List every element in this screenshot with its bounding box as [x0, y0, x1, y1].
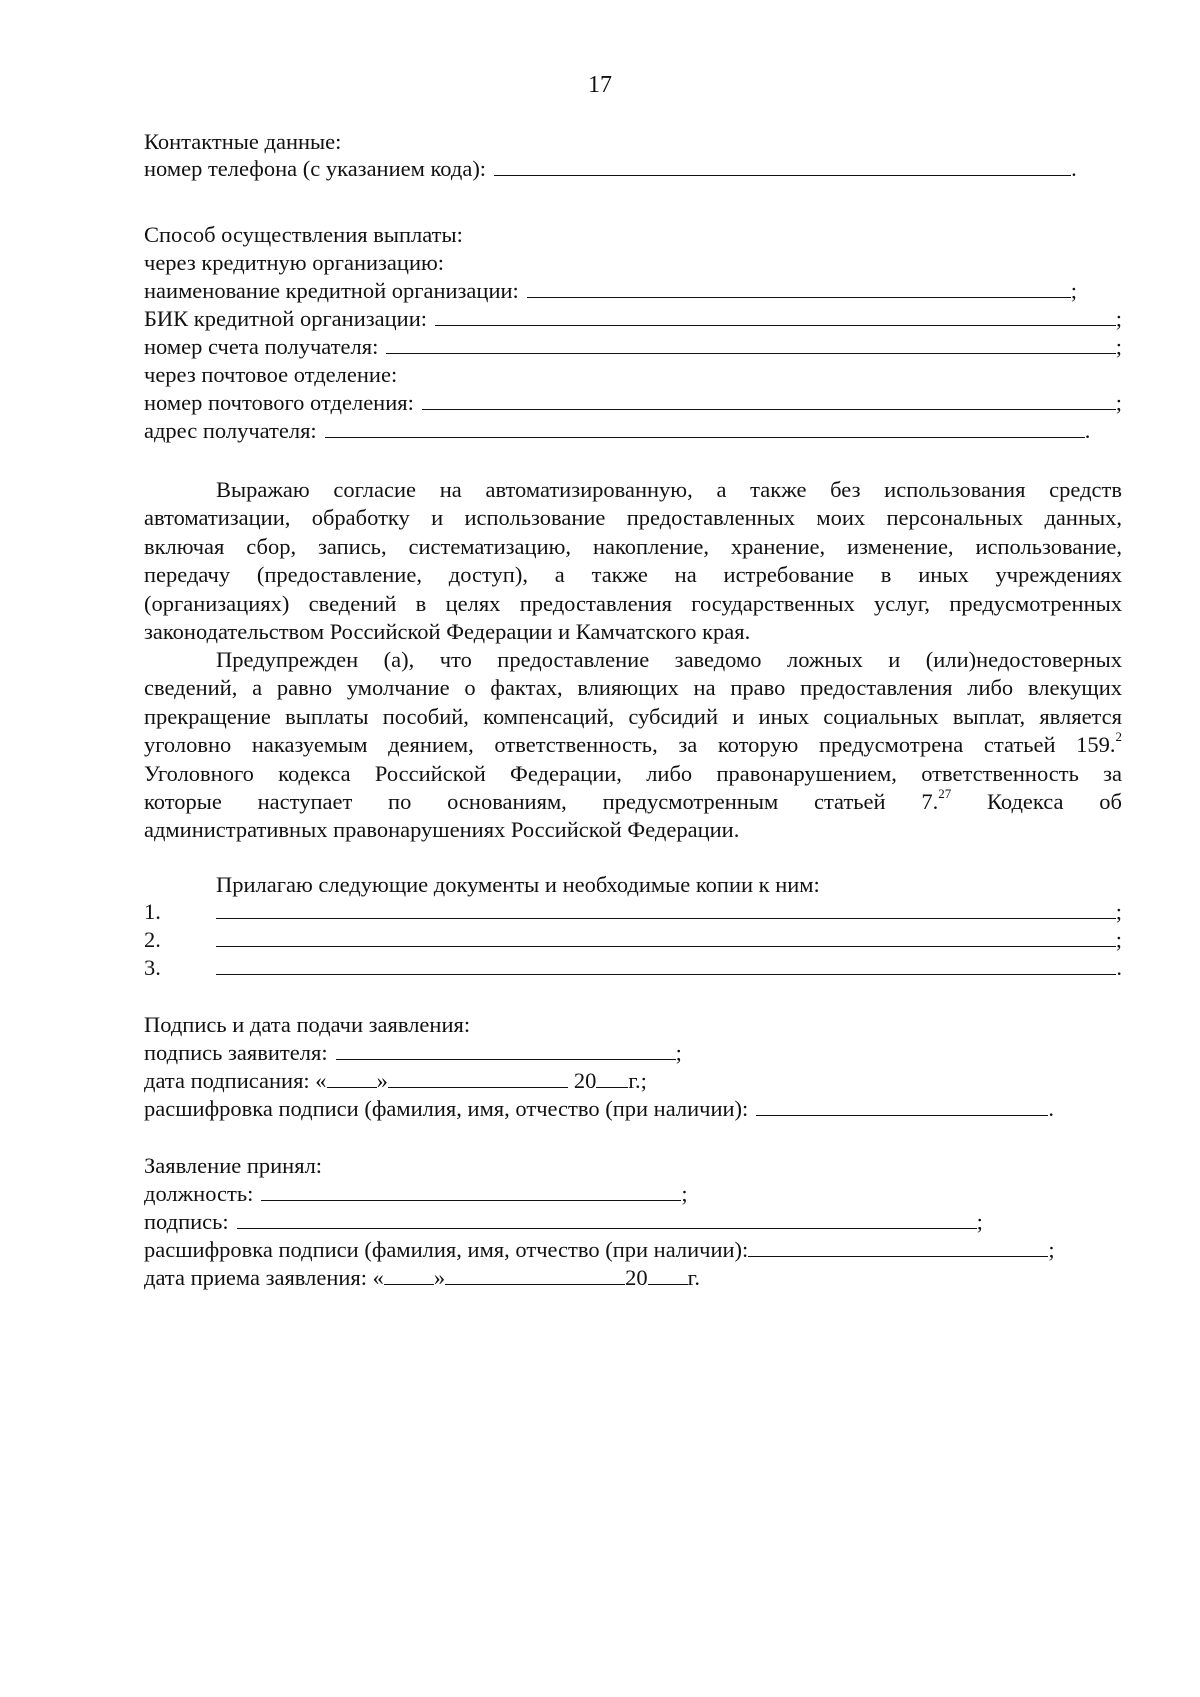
acceptor-sign-label: подпись:	[144, 1209, 229, 1234]
consent-line: включая сбор, запись, систематизацию, накопление, хранение, изменение, использование,	[144, 533, 1122, 559]
position-row: должность: ;	[144, 1181, 688, 1206]
sign-date-row: дата подписания: « » 20 г.;	[144, 1068, 647, 1093]
payment-heading: Способ осуществления выплаты:	[144, 222, 463, 247]
attachment-item: 1. ;	[144, 899, 1122, 924]
account-row: номер счета получателя: ;	[144, 334, 1122, 359]
attachment-number: 1.	[144, 899, 161, 924]
post-number-field[interactable]	[422, 389, 1116, 410]
accept-year-field[interactable]	[648, 1264, 688, 1285]
sign-year-field[interactable]	[596, 1067, 628, 1088]
warning-line: Уголовного кодекса Российской Федерации, либо правонарушением, ответственность за	[144, 760, 1122, 786]
applicant-sign-label: подпись заявителя:	[144, 1040, 328, 1065]
post-number-row: номер почтового отделения: ;	[144, 390, 1122, 415]
attachment-number: 3.	[144, 955, 161, 980]
acceptor-sign-field[interactable]	[237, 1208, 977, 1229]
account-field[interactable]	[386, 333, 1115, 354]
warning-line: прекращение выплаты пособий, компенсаций, субсидий и иных социальных выплат, является	[144, 703, 1122, 729]
address-field[interactable]	[325, 417, 1085, 438]
accept-date-row: дата приема заявления: « » 20 г.	[144, 1265, 700, 1290]
phone-field-row: номер телефона (с указанием кода): .	[144, 156, 1077, 181]
post-heading: через почтовое отделение:	[144, 362, 398, 387]
warning-line: уголовно наказуемым деянием, ответственность, за которую предусмотрена статьей 159.$^2$	[144, 729, 1122, 758]
post-number-label: номер почтового отделения:	[144, 390, 414, 415]
sign-day-field[interactable]	[327, 1067, 377, 1088]
footnote-sup: 2	[1115, 729, 1122, 745]
accepted-heading: Заявление принял:	[144, 1153, 323, 1178]
consent-paragraph	[144, 476, 1122, 646]
applicant-sign-row: подпись заявителя: ;	[144, 1040, 682, 1065]
consent-line: законодательством Российской Федерации и Камчатского края.	[144, 618, 751, 644]
attachment-item: 2. ;	[144, 927, 1122, 952]
account-label: номер счета получателя:	[144, 334, 379, 359]
signature-heading: Подпись и дата подачи заявления:	[144, 1012, 471, 1037]
warning-line: административных правонарушениях Российской Федерации.	[144, 817, 740, 843]
acceptor-sign-row: подпись: ;	[144, 1209, 983, 1234]
accept-day-field[interactable]	[384, 1264, 434, 1285]
accept-month-field[interactable]	[445, 1264, 625, 1285]
sign-month-field[interactable]	[388, 1067, 568, 1088]
attachment-field[interactable]	[216, 926, 1116, 947]
attachments-heading: Прилагаю следующие документы и необходимые копии к ним:	[216, 872, 820, 897]
consent-line: (организациях) сведений в целях предоставления государственных услуг, предусмотренных	[144, 590, 1122, 616]
attachment-item: 3. .	[144, 955, 1122, 980]
accept-date-label: дата приема заявления: «	[144, 1265, 384, 1290]
attachment-number: 2.	[144, 927, 161, 952]
phone-label: номер телефона (с указанием кода):	[144, 156, 487, 181]
attachment-field[interactable]	[216, 898, 1116, 919]
bank-name-row: наименование кредитной организации: ;	[144, 278, 1078, 303]
page-number: 17	[588, 72, 612, 98]
bank-name-field[interactable]	[527, 277, 1071, 298]
address-row: адрес получателя: .	[144, 418, 1091, 443]
position-field[interactable]	[261, 1180, 681, 1201]
bank-heading: через кредитную организацию:	[144, 250, 445, 275]
consent-line: Выражаю согласие на автоматизированную, а также без использования средств	[216, 477, 1122, 502]
acceptor-decoding-field[interactable]	[748, 1236, 1048, 1257]
bik-label: БИК кредитной организации:	[144, 306, 427, 331]
bik-field[interactable]	[435, 305, 1116, 326]
sign-decoding-row: расшифровка подписи (фамилия, имя, отчество (при наличии): .	[144, 1096, 1054, 1121]
sign-date-label: дата подписания: «	[144, 1068, 327, 1093]
acceptor-decoding-row: расшифровка подписи (фамилия, имя, отчество (при наличии): ;	[144, 1237, 1055, 1262]
warning-line: которые наступает по основаниям, предусмотренным статьей 7.27 Кодекса об	[144, 785, 1122, 814]
sign-decoding-field[interactable]	[756, 1095, 1048, 1116]
address-label: адрес получателя:	[144, 418, 317, 443]
contacts-heading: Контактные данные:	[144, 129, 342, 154]
acceptor-decoding-label: расшифровка подписи (фамилия, имя, отчество (при наличии):	[144, 1237, 749, 1262]
bik-row: БИК кредитной организации: ;	[144, 306, 1122, 331]
consent-line: автоматизации, обработку и использование предоставленных моих персональных данных,	[144, 505, 1122, 531]
position-label: должность:	[144, 1181, 254, 1206]
applicant-sign-field[interactable]	[336, 1039, 676, 1060]
sign-decoding-label: расшифровка подписи (фамилия, имя, отчество (при наличии):	[144, 1096, 749, 1121]
bank-name-label: наименование кредитной организации:	[144, 278, 519, 303]
footnote-sup: 27	[938, 785, 952, 801]
warning-line: Предупрежден (а), что предоставление заведомо ложных и (или)недостоверных	[216, 647, 1122, 672]
attachment-field[interactable]	[216, 954, 1116, 975]
warning-line: сведений, а равно умолчание о фактах, влияющих на право предоставления либо влекущих	[144, 675, 1122, 701]
consent-line: передачу (предоставление, доступ), а также на истребование в иных учреждениях	[144, 562, 1122, 588]
warning-paragraph	[144, 646, 1122, 845]
phone-field[interactable]	[494, 155, 1071, 176]
